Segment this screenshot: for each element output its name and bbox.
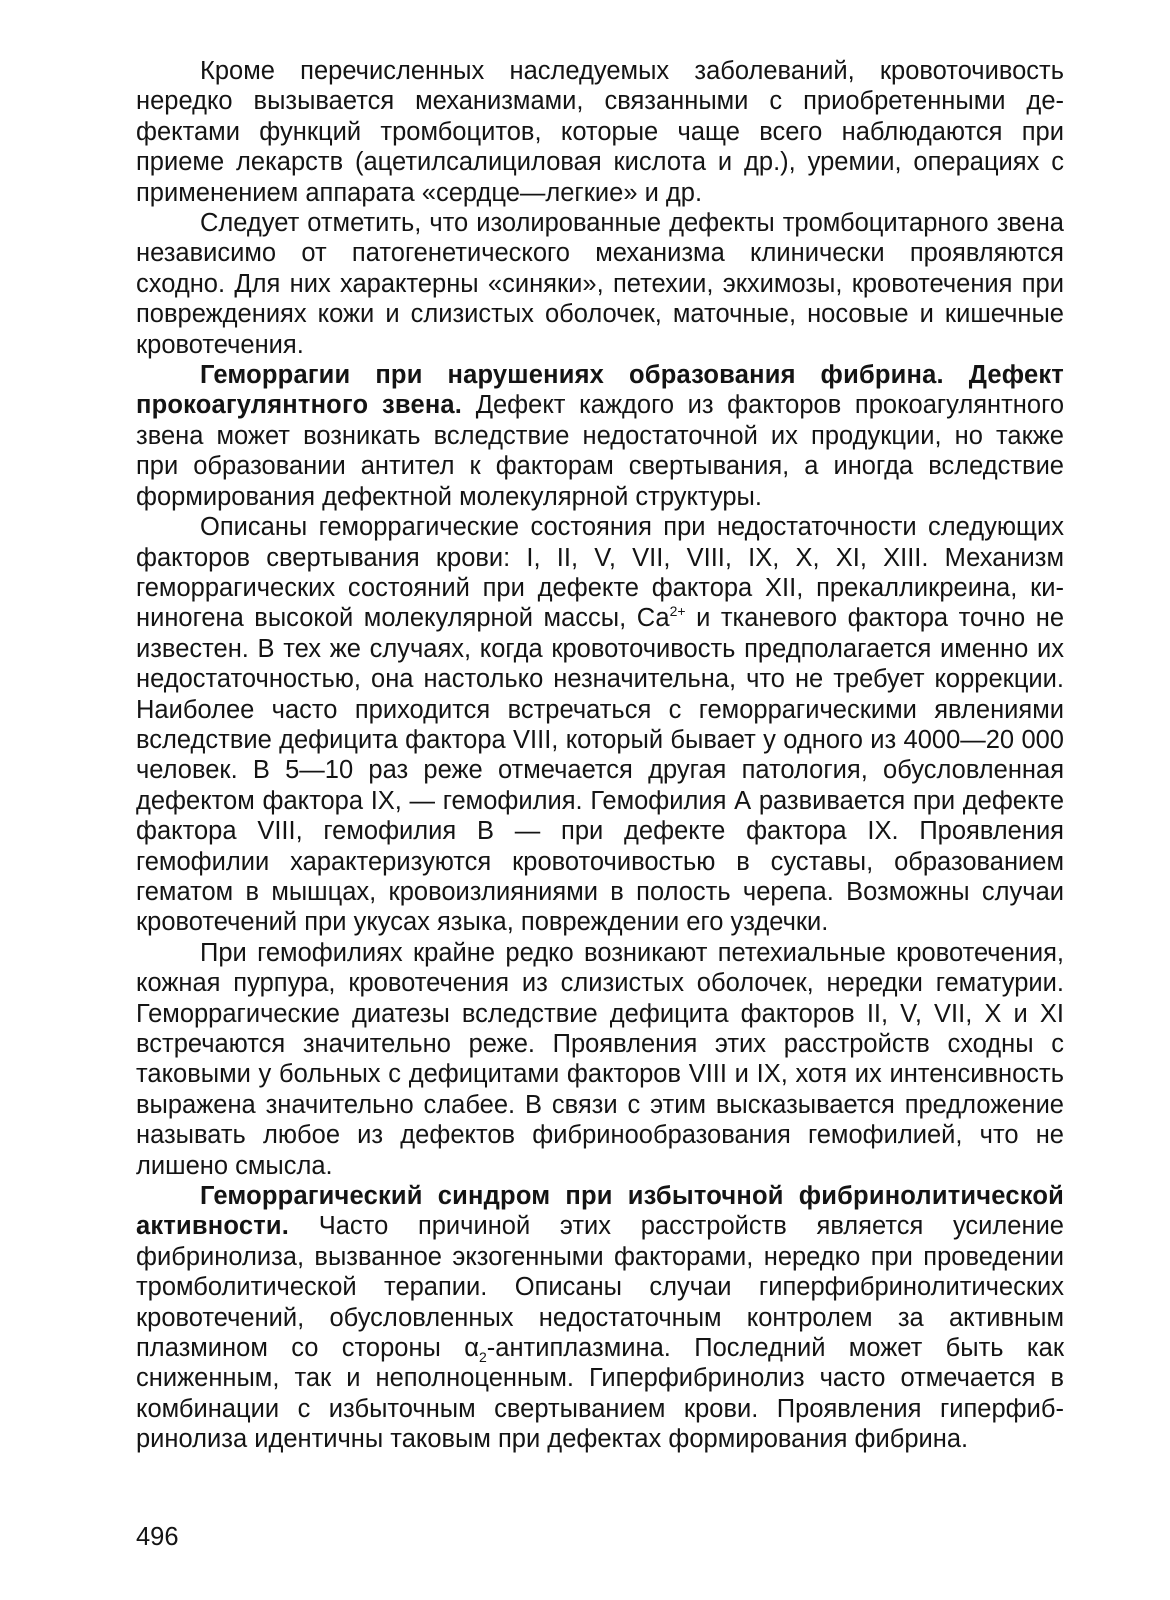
- paragraph-text: Описаны геморрагические состояния при недостаточности следующих факторов свертывания крови: I, II, V, VII, VIII, IX, X, XI, XIII. Механизм геморрагических состояний при дефекте фактора XII, прекалликреина, кининогена высокой молекулярной массы, Са: [136, 513, 1064, 633]
- paragraph-fibrin-formation: [136, 360, 1064, 512]
- paragraph-text: Дефект каждого из факторов прокоагулянтного звена может возникать вследствие недостаточной их продукции, но также при образовании антител к факторам свертывания, а иногда вследствие формирования дефектной молекулярной структуры.: [136, 391, 1064, 511]
- paragraph-hemophilia-rare-manifestations: [136, 938, 1064, 1181]
- section-heading: Геморрагии при нарушениях образования фибрина. Дефект прокоагулянтного звена.: [136, 361, 1064, 420]
- document-page: [136, 56, 1064, 1455]
- paragraph-text: При гемофилиях крайне редко возникают петехиальные кровотечения, кожная пурпура, кровотечения из слизистых оболочек, нередки гематурии. Геморрагические диатезы вследствие дефицита факторов II, V, VII, X и XI встречаются значительно реже. Проявления этих расстройств сходны с таковыми у больных с дефицитами факторов VIII и IX, хотя их интенсивность выражена значительно слабее. В связи с этим высказывается предложение называть любое из дефектов фибринообразования гемофилией, что не лишено смысла.: [136, 938, 1064, 1180]
- subscript: 2: [479, 1349, 487, 1366]
- superscript: 2+: [669, 603, 686, 620]
- paragraph-text: -антиплазмина. Последний может быть как сниженным, так и неполноценным. Гиперфибринолиз часто отмечается в комбинации с избыточным свертыванием крови. Проявления гиперфибринолиза идентичны таковым при дефектах формирования фибрина.: [136, 1334, 1064, 1454]
- paragraph-platelet-manifestations: [136, 208, 1064, 360]
- paragraph-hemophilia: [136, 512, 1064, 938]
- page-number: 496: [136, 1523, 179, 1551]
- paragraph-fibrinolytic-syndrome: [136, 1181, 1064, 1455]
- paragraph-text: Следует отметить, что изолированные дефекты тромбоцитарного звена независимо от патогенетического механизма клинически проявляются сходно. Для них характерны «синяки», петехии, экхимозы, кровотечения при повреждениях кожи и слизистых оболочек, маточные, носовые и кишечные кровотечения.: [136, 209, 1064, 359]
- paragraph-text: и тканевого фактора точно не известен. В тех же случаях, когда кровоточивость предполагается именно их недостаточностью, она настолько незначительна, что не требует коррекции. Наиболее часто приходится встречаться с геморрагическими явлениями вследствие дефицита фактора VIII, который бывает у одного из 4000—20 000 человек. В 5—10 раз реже отмечается другая патология, обусловленная дефектом фактора IX, — гемофилия. Гемофилия А развивается при дефекте фактора VIII, гемофилия В — при дефекте фактора IX. Проявления гемофилии характеризуются кровоточивостью в суставы, образованием гематом в мышцах, кровоизлияниями в полость черепа. Возможны случаи кровотечений при укусах языка, повреждении его уздечки.: [136, 604, 1064, 937]
- paragraph-acquired-platelet-defects: [136, 56, 1064, 208]
- paragraph-text: Часто причиной этих расстройств является усиление фибринолиза, вызванное экзогенными факторами, нередко при проведении тромболитической терапии. Описаны случаи гиперфибринолитических кровотечений, обусловленных недостаточным контролем за активным плазмином со стороны α: [136, 1212, 1064, 1363]
- section-heading: Геморрагический синдром при избыточной фибринолитической активности.: [136, 1182, 1064, 1241]
- paragraph-text: Кроме перечисленных наследуемых заболеваний, кровоточивость нередко вызывается механизмами, связанными с приобретенными дефектами функций тромбоцитов, которые чаще всего наблюдаются при приеме лекарств (ацетилсалициловая кислота и др.), уремии, операциях с применением аппарата «сердце—легкие» и др.: [136, 57, 1064, 207]
